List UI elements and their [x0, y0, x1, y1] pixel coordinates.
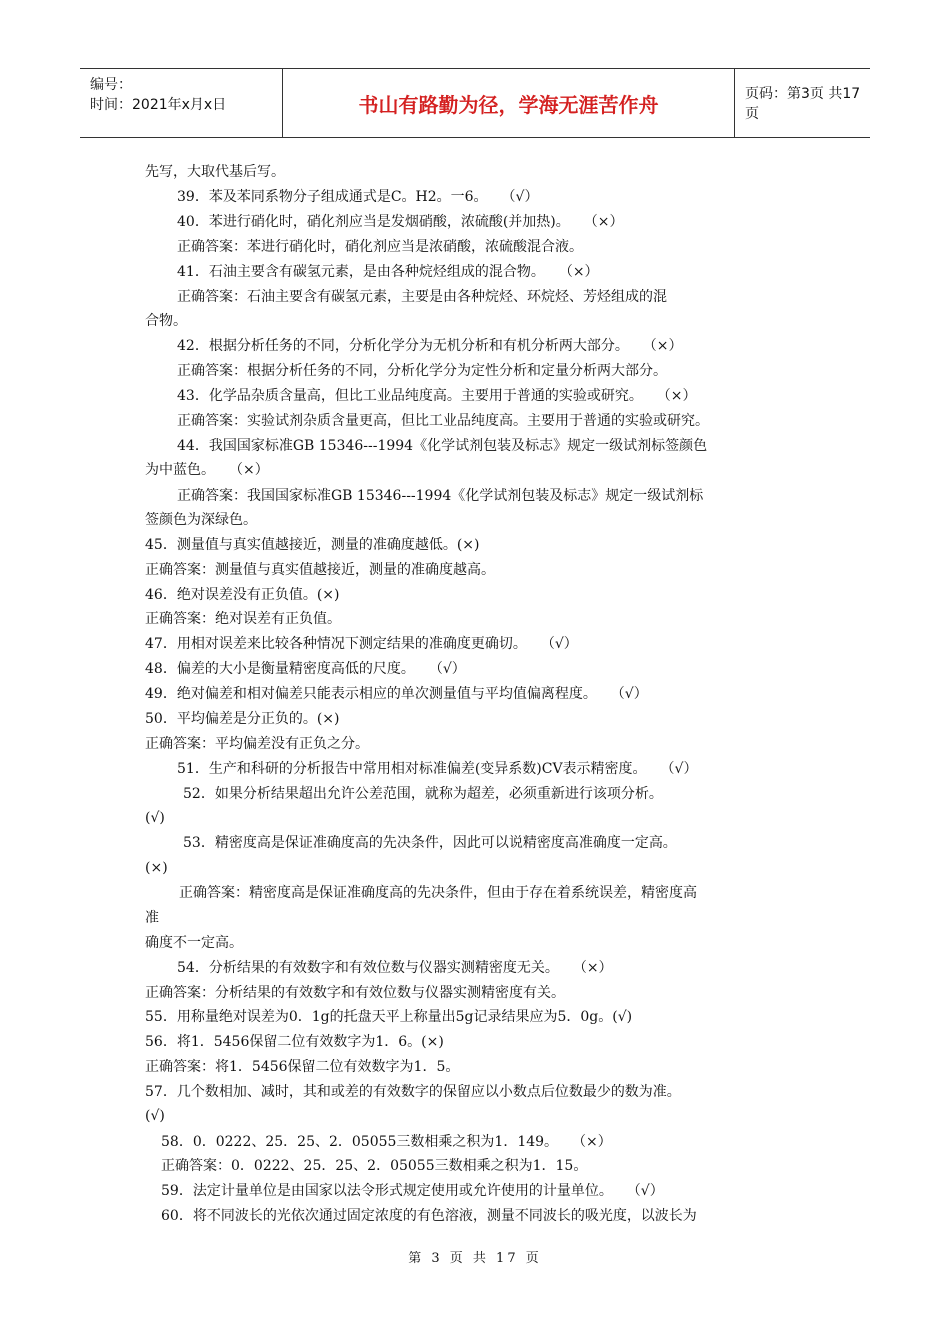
footer-page-number: 第 3 页 共 17 页: [408, 1251, 542, 1266]
text-line: 39．苯及苯同系物分子组成通式是C。H2。一6。 （√）: [177, 189, 539, 205]
text-line: 40．苯进行硝化时，硝化剂应当是发烟硝酸，浓硫酸(并加热)。 （×）: [177, 214, 624, 230]
text-line: 正确答案：苯进行硝化时，硝化剂应当是浓硝酸，浓硫酸混合液。: [177, 239, 583, 255]
document-date: 时间：2021年x月x日: [90, 97, 227, 113]
header-page-info: 页码：第3页 共17页: [745, 86, 861, 122]
text-line: 合物。: [145, 313, 187, 329]
text-line: 正确答案：实验试剂杂质含量更高，但比工业品纯度高。主要用于普通的实验或研究。: [177, 413, 709, 429]
text-line: 正确答案：我国国家标准GB 15346---1994《化学试剂包装及标志》规定一级试剂标: [177, 488, 704, 504]
text-line: 正确答案：绝对误差有正负值。: [145, 611, 341, 627]
text-line: 43．化学品杂质含量高，但比工业品纯度高。主要用于普通的实验或研究。 （×）: [177, 388, 697, 404]
text-line: (×): [145, 860, 168, 876]
text-line: 正确答案：根据分析任务的不同，分析化学分为定性分析和定量分析两大部分。: [177, 363, 667, 379]
text-line: 49．绝对偏差和相对偏差只能表示相应的单次测量值与平均值偏离程度。 （√）: [145, 686, 648, 702]
text-line: 正确答案：平均偏差没有正负之分。: [145, 736, 369, 752]
text-line: 正确答案：分析结果的有效数字和有效位数与仪器实测精密度有关。: [145, 985, 565, 1001]
text-line: 41．石油主要含有碳氢元素，是由各种烷烃组成的混合物。 （×）: [177, 264, 599, 280]
text-line: 55．用称量绝对误差为0．1g的托盘天平上称量出5g记录结果应为5．0g。(√): [145, 1009, 633, 1025]
text-line: 59．法定计量单位是由国家以法令形式规定使用或允许使用的计量单位。 （√）: [161, 1183, 664, 1199]
text-line: 正确答案：精密度高是保证准确度高的先决条件，但由于存在着系统误差，精密度高: [179, 885, 697, 901]
text-line: 46．绝对误差没有正负值。(×): [145, 587, 340, 603]
document-number-label: 编号：: [90, 77, 132, 93]
text-line: 确度不一定高。: [145, 935, 243, 951]
text-line: 56．将1．5456保留二位有效数字为1．6。(×): [145, 1034, 444, 1050]
text-line: 准: [145, 910, 159, 926]
text-line: 44．我国国家标准GB 15346---1994《化学试剂包装及标志》规定一级试剂标签颜色: [177, 438, 708, 454]
text-line: 正确答案：石油主要含有碳氢元素，主要是由各种烷烃、环烷烃、芳烃组成的混: [177, 289, 667, 305]
text-line: 正确答案：0．0222、25．25、2．05055三数相乘之积为1．15。: [161, 1158, 588, 1174]
text-line: (√): [145, 1108, 165, 1124]
text-line: 50．平均偏差是分正负的。(×): [145, 711, 340, 727]
text-line: 47．用相对误差来比较各种情况下测定结果的准确度更确切。 （√）: [145, 636, 578, 652]
text-line: 52．如果分析结果超出允许公差范围，就称为超差，必须重新进行该项分析。: [183, 786, 663, 802]
page-footer: [0, 1247, 950, 1266]
text-line: 54．分析结果的有效数字和有效位数与仪器实测精密度无关。 （×）: [177, 960, 613, 976]
text-line: 51．生产和科研的分析报告中常用相对标准偏差(变异系数)CV表示精密度。 （√）: [177, 761, 698, 777]
text-line: 为中蓝色。 （×）: [145, 462, 269, 478]
text-line: 42．根据分析任务的不同，分析化学分为无机分析和有机分析两大部分。 （×）: [177, 338, 683, 354]
text-line: 45．测量值与真实值越接近，测量的准确度越低。(×): [145, 537, 480, 553]
text-line: 57．几个数相加、减时，其和或差的有效数字的保留应以小数点后位数最少的数为准。: [145, 1084, 681, 1100]
page-header: [80, 68, 870, 138]
text-line: 58．0．0222、25．25、2．05055三数相乘之积为1．149。 （×）: [161, 1134, 612, 1150]
text-line: 53．精密度高是保证准确度高的先决条件，因此可以说精密度高准确度一定高。: [183, 835, 677, 851]
text-line: 签颜色为深绿色。: [145, 512, 257, 528]
text-line: (√): [145, 810, 165, 826]
text-line: 正确答案：测量值与真实值越接近，测量的准确度越高。: [145, 562, 495, 578]
text-line: 60．将不同波长的光依次通过固定浓度的有色溶液，测量不同波长的吸光度，以波长为: [161, 1208, 697, 1224]
text-line: 正确答案：将1．5456保留二位有效数字为1．5。: [145, 1059, 460, 1075]
header-motto: 书山有路勤为径，学海无涯苦作舟: [283, 69, 735, 137]
header-meta: [80, 69, 283, 137]
text-line: 先写，大取代基后写。: [145, 164, 285, 180]
text-line: 48．偏差的大小是衡量精密度高低的尺度。 （√）: [145, 661, 466, 677]
